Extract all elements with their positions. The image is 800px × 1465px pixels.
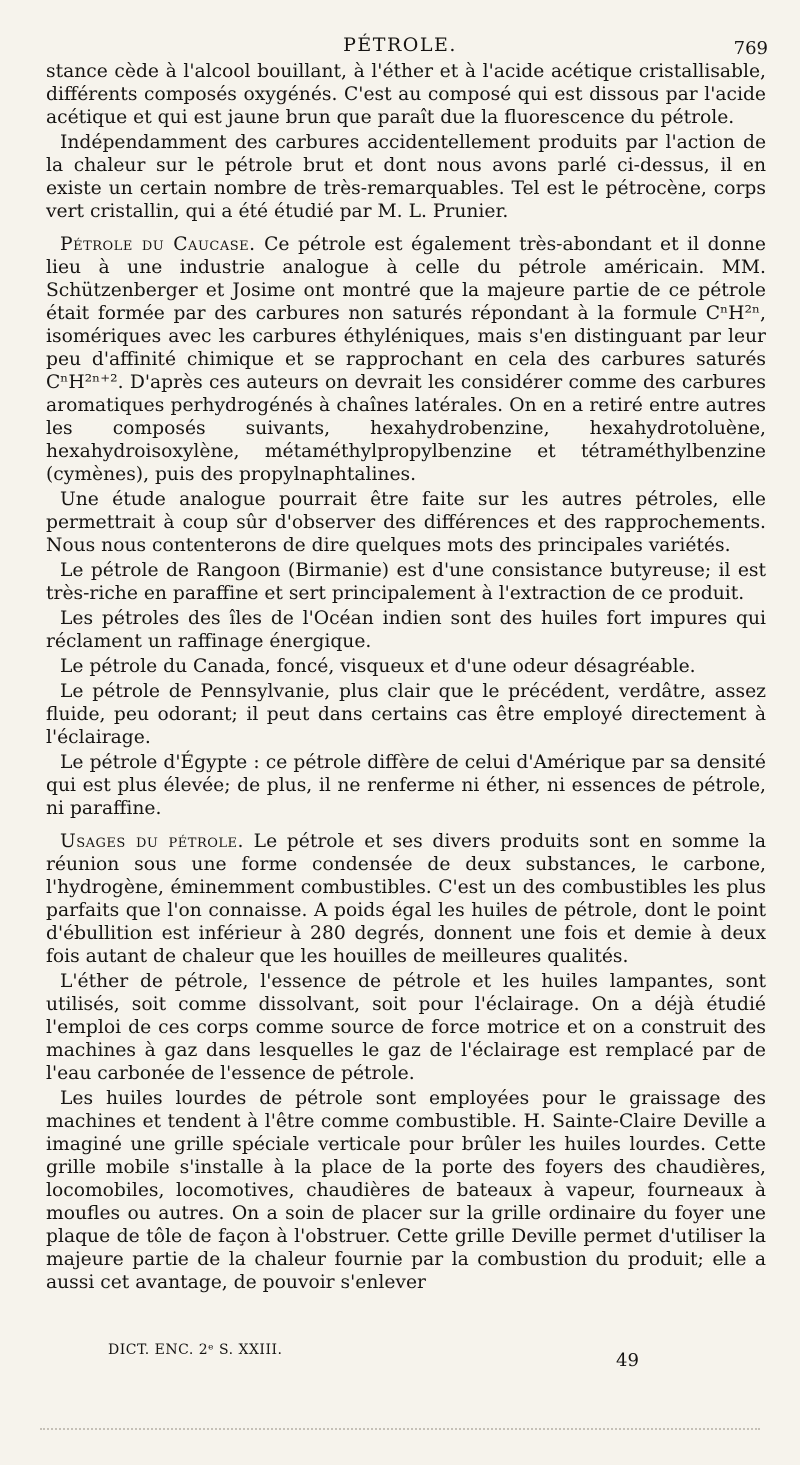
paragraph-text: Le pétrole de Rangoon (Birmanie) est d'une consistance butyreuse; il est très-riche en paraffine et sert principalement à l'extraction de ce produit. — [46, 560, 766, 604]
running-head: PÉTROLE. — [343, 34, 457, 56]
paragraph — [46, 751, 766, 820]
paragraph — [46, 131, 766, 223]
paragraph — [46, 655, 766, 678]
paragraph — [46, 559, 766, 605]
paragraph-text: Le pétrole et ses divers produits sont en somme la réunion sous une forme condensée de deux substances, le carbone, l'hydrogène, éminemment combustibles. C'est un des combustibles les plus parfaits que l'on connaisse. A poids égal les huiles de pétrole, dont le point d'ébullition est inférieur à 280 degrés, donnent une fois et demie à deux fois autant de chaleur que les houilles de meilleures qualités. — [46, 831, 766, 967]
paragraph-text: Le pétrole du Canada, foncé, visqueux et d'une odeur désagréable. — [60, 656, 696, 677]
paragraph-text: Le pétrole d'Égypte : ce pétrole diffère de celui d'Amérique par sa densité qui est plus élevée; de plus, il ne renferme ni éther, ni essences de pétrole, ni paraffine. — [46, 752, 766, 819]
paragraph — [46, 970, 766, 1085]
paragraph-text: Les pétroles des îles de l'Océan indien sont des huiles fort impures qui réclament un raffinage énergique. — [46, 608, 766, 652]
paragraph-text: Ce pétrole est également très-abondant et il donne lieu à une industrie analogue à celle du pétrole américain. MM. Schützenberger et Josime ont montré que la majeure partie de ce pétrole était formée par des carbures non saturés répondant à la formule CⁿH²ⁿ, isomériques avec les carbures éthyléniques, mais s'en distinguant par leur peu d'affinité chimique et se rapprochant en cela des carbures saturés CⁿH²ⁿ⁺². D'après ces auteurs on devrait les considérer comme des carbures aromatiques perhydrogénés à chaînes latérales. On en a retiré entre autres les composés suivants, hexahydrobenzine, hexahydrotoluène, hexahydroisoxylène, métaméthylpropylbenzine et tétraméthylbenzine (cymènes), puis des propylnaphtalines. — [46, 234, 766, 485]
paragraph-text: stance cède à l'alcool bouillant, à l'éther et à l'acide acétique cristallisable, différents composés oxygénés. C'est au composé qui est dissous par l'acide acétique et qui est jaune brun que paraît due la fluorescence du pétrole. — [46, 61, 766, 128]
bleed-through-line — [40, 1428, 760, 1432]
sheet-number: 49 — [616, 1350, 639, 1371]
section-heading: Pétrole du Caucase. — [60, 234, 256, 255]
paragraph-text: Indépendamment des carbures accidentellement produits par l'action de la chaleur sur le pétrole brut et dont nous avons parlé ci-dessus, il en existe un certain nombre de très-remarquables. Tel est le pétrocène, corps vert cristallin, qui a été étudié par M. L. Prunier. — [46, 132, 766, 222]
section-paragraph — [46, 830, 766, 968]
section-paragraph — [46, 233, 766, 486]
signature-mark: DICT. ENC. 2ᵉ S. XXIII. — [108, 1342, 283, 1358]
body-text — [46, 60, 766, 1294]
paragraph-text: Le pétrole de Pennsylvanie, plus clair que le précédent, verdâtre, assez fluide, peu odorant; il peut dans certains cas être employé directement à l'éclairage. — [46, 681, 766, 748]
paragraph — [46, 1087, 766, 1294]
paragraph-text: Les huiles lourdes de pétrole sont employées pour le graissage des machines et tendent à l'être comme combustible. H. Sainte-Claire Deville a imaginé une grille spéciale verticale pour brûler les huiles lourdes. Cette grille mobile s'installe à la place de la porte des foyers des chaudières, locomobiles, locomotives, chaudières de bateaux à vapeur, fourneaux à moufles ou autres. On a soin de placer sur la grille ordinaire du foyer une plaque de tôle de façon à l'obstruer. Cette grille Deville permet d'utiliser la majeure partie de la chaleur fournie par la combustion du produit; elle a aussi cet avantage, de pouvoir s'enlever — [46, 1088, 766, 1293]
paragraph — [46, 60, 766, 129]
paragraph — [46, 680, 766, 749]
paragraph-text: L'éther de pétrole, l'essence de pétrole et les huiles lampantes, sont utilisés, soit comme dissolvant, soit pour l'éclairage. On a déjà étudié l'emploi de ces corps comme source de force motrice et on a construit des machines à gaz dans lesquelles le gaz de l'éclairage est remplacé par de l'eau carbonée de l'essence de pétrole. — [46, 971, 766, 1084]
paragraph — [46, 488, 766, 557]
page-number: 769 — [733, 38, 768, 59]
page-footer — [0, 1338, 800, 1378]
section-heading: Usages du pétrole. — [60, 831, 244, 852]
paragraph — [46, 607, 766, 653]
paragraph-text: Une étude analogue pourrait être faite sur les autres pétroles, elle permettrait à coup sûr d'observer des différences et des rapprochements. Nous nous contenterons de dire quelques mots des principales variétés. — [46, 489, 766, 556]
